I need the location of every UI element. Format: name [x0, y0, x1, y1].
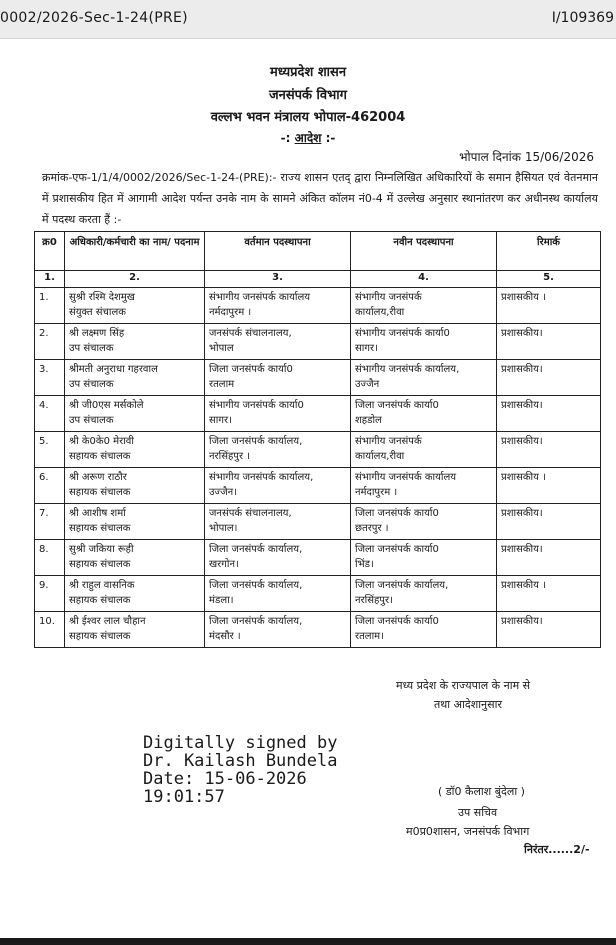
officer-cell — [65, 504, 205, 540]
current-posting-line: रतलाम — [209, 379, 235, 390]
order-heading-prefix: -: — [280, 131, 295, 145]
table-row — [35, 468, 601, 504]
new-posting-cell — [351, 432, 497, 468]
table-header-row — [35, 232, 601, 271]
remark-cell: प्रशासकीय । — [497, 288, 601, 324]
current-posting-cell — [205, 288, 351, 324]
signatory-department: म0प्र0शासन, जनसंपर्क विभाग — [406, 825, 530, 838]
new-posting-line: नरसिंहपुर। — [355, 595, 393, 606]
header-current-posting: वर्तमान पदस्थापना — [205, 232, 351, 271]
current-posting-line: जनसंपर्क संचालनालय, — [209, 328, 292, 339]
new-posting-line: रतलाम। — [355, 631, 384, 642]
officer-name: श्री आशीष शर्मा — [69, 508, 126, 519]
current-posting-line: उज्जैन। — [209, 487, 237, 498]
current-posting-line: जिला जनसंपर्क कार्या0 — [209, 364, 293, 375]
officer-cell — [65, 540, 205, 576]
new-posting-line: सागर। — [355, 343, 378, 354]
order-body-text: क्रमांक-एफ-1/1/4/0002/2026/Sec-1-24-(PRE):- राज्य शासन एतद् द्वारा निम्नलिखित अधिकारियों के समान हैसियत एवं वेतनमान में प्रशासकीय हित में आगामी आदेश पर्यन्त उनके नाम के सामने अंकित कॉलम नं0-4 में उल्लेख अनुसार स्थानांतरण कर अधीनस्थ कार्यालय में पदस्थ करता हैं :- — [42, 171, 598, 226]
current-posting-cell — [205, 504, 351, 540]
table-row — [35, 432, 601, 468]
officer-cell — [65, 396, 205, 432]
column-number-row — [35, 271, 601, 288]
current-posting-cell — [205, 468, 351, 504]
new-posting-line: संभागीय जनसंपर्क कार्यालय, — [355, 364, 460, 375]
officer-name: श्री ईश्वर लाल चौहान — [69, 616, 146, 627]
new-posting-line: कार्यालय,रीवा — [355, 307, 405, 318]
serial-cell: 3. — [35, 360, 65, 396]
new-posting-cell — [351, 360, 497, 396]
new-posting-line: जिला जनसंपर्क कार्या0 — [355, 508, 439, 519]
current-posting-cell — [205, 360, 351, 396]
serial-cell: 1. — [35, 288, 65, 324]
officer-cell — [65, 288, 205, 324]
col-number: 4. — [351, 271, 497, 288]
transfer-table — [34, 231, 601, 648]
page-identifier: I/109369 — [551, 10, 614, 26]
table-row — [35, 324, 601, 360]
current-posting-line: संभागीय जनसंपर्क कार्यालय — [209, 292, 311, 303]
header-serial: क्र0 — [35, 232, 65, 271]
officer-cell — [65, 468, 205, 504]
new-posting-line: संभागीय जनसंपर्क कार्या0 — [355, 328, 450, 339]
current-posting-line: जिला जनसंपर्क कार्यालय, — [209, 580, 303, 591]
serial-cell: 7. — [35, 504, 65, 540]
new-posting-line: नर्मदापुरम । — [355, 487, 398, 498]
current-posting-line: मंदसौर । — [209, 631, 241, 642]
col-number: 3. — [205, 271, 351, 288]
remark-cell: प्रशासकीय । — [497, 576, 601, 612]
current-posting-line: भोपाल। — [209, 523, 238, 534]
current-posting-line: संभागीय जनसंपर्क कार्यालय, — [209, 472, 314, 483]
digital-signature-date: Date: 15-06-2026 — [143, 769, 307, 789]
current-posting-line: संभागीय जनसंपर्क कार्या0 — [209, 400, 304, 411]
table-row — [35, 288, 601, 324]
digital-signature-time: 19:01:57 — [143, 787, 225, 807]
remark-cell: प्रशासकीय। — [497, 432, 601, 468]
new-posting-cell — [351, 504, 497, 540]
current-posting-cell — [205, 540, 351, 576]
officer-cell — [65, 360, 205, 396]
serial-cell: 9. — [35, 576, 65, 612]
col-number: 1. — [35, 271, 65, 288]
current-posting-line: जनसंपर्क संचालनालय, — [209, 508, 292, 519]
order-heading — [0, 129, 616, 146]
new-posting-line: संभागीय जनसंपर्क — [355, 436, 422, 447]
new-posting-cell — [351, 612, 497, 648]
col-number: 5. — [497, 271, 601, 288]
new-posting-cell — [351, 468, 497, 504]
officer-designation: उप संचालक — [69, 343, 114, 354]
officer-name: सुश्री जकिया रूही — [69, 544, 134, 555]
new-posting-cell — [351, 576, 497, 612]
signatory-title: उप सचिव — [458, 806, 498, 819]
new-posting-line: शहडोल — [355, 415, 382, 426]
new-posting-line: जिला जनसंपर्क कार्यालय, — [355, 580, 449, 591]
remark-cell: प्रशासकीय। — [497, 360, 601, 396]
document-toolbar — [0, 0, 616, 39]
new-posting-cell — [351, 324, 497, 360]
header-remark: रिमार्क — [497, 232, 601, 271]
current-posting-line: जिला जनसंपर्क कार्यालय, — [209, 544, 303, 555]
current-posting-line: भोपाल — [209, 343, 234, 354]
officer-cell — [65, 324, 205, 360]
serial-cell: 4. — [35, 396, 65, 432]
serial-cell: 10. — [35, 612, 65, 648]
remark-cell: प्रशासकीय। — [497, 324, 601, 360]
order-word: आदेश — [294, 131, 322, 145]
continued-marker: निरंतर......2/- — [524, 843, 590, 856]
current-posting-line: खरगोन। — [209, 559, 239, 570]
serial-cell: 8. — [35, 540, 65, 576]
table-row — [35, 360, 601, 396]
office-address: वल्लभ भवन मंत्रालय भोपाल-462004 — [210, 110, 406, 125]
officer-designation: सहायक संचालक — [69, 595, 131, 606]
remark-cell: प्रशासकीय। — [497, 612, 601, 648]
current-posting-cell — [205, 324, 351, 360]
current-posting-line: नरसिंहपुर । — [209, 451, 251, 462]
department-name: जनसंपर्क विभाग — [269, 88, 347, 103]
digital-signature-line: Digitally signed by — [143, 733, 338, 753]
remark-cell: प्रशासकीय। — [497, 540, 601, 576]
order-date: भोपाल दिनांक 15/06/2026 — [459, 150, 594, 164]
officer-cell — [65, 612, 205, 648]
order-heading-suffix: :- — [321, 131, 336, 145]
officer-designation: सहायक संचालक — [69, 523, 131, 534]
new-posting-cell — [351, 540, 497, 576]
officer-designation: उप संचालक — [69, 415, 114, 426]
table-row — [35, 576, 601, 612]
new-posting-line: कार्यालय,रीवा — [355, 451, 405, 462]
officer-designation: सहायक संचालक — [69, 487, 131, 498]
table-row — [35, 504, 601, 540]
officer-name: श्रीमती अनुराधा गहरवाल — [69, 364, 158, 375]
officer-name: सुश्री रश्मि देशमुख — [69, 292, 135, 303]
officer-name: श्री जी0एस मर्सकोले — [69, 400, 144, 411]
serial-cell: 5. — [35, 432, 65, 468]
table-row — [35, 612, 601, 648]
new-posting-cell — [351, 288, 497, 324]
header-name: अधिकारी/कर्मचारी का नाम/ पदनाम — [65, 232, 205, 271]
new-posting-line: संभागीय जनसंपर्क कार्यालय — [355, 472, 457, 483]
digital-signature-block — [143, 734, 337, 806]
remark-cell: प्रशासकीय। — [497, 396, 601, 432]
new-posting-cell — [351, 396, 497, 432]
officer-name: श्री लक्ष्मण सिंह — [69, 328, 125, 339]
header-new-posting: नवीन पदस्थापना — [351, 232, 497, 271]
current-posting-cell — [205, 612, 351, 648]
current-posting-cell — [205, 576, 351, 612]
current-posting-line: मंडला। — [209, 595, 234, 606]
new-posting-line: जिला जनसंपर्क कार्या0 — [355, 400, 439, 411]
officer-designation: संयुक्त संचालक — [69, 307, 126, 318]
new-posting-line: जिला जनसंपर्क कार्या0 — [355, 616, 439, 627]
col-number: 2. — [65, 271, 205, 288]
new-posting-line: जिला जनसंपर्क कार्या0 — [355, 544, 439, 555]
new-posting-line: उज्जैन — [355, 379, 380, 390]
bottom-border — [0, 938, 616, 945]
serial-cell: 2. — [35, 324, 65, 360]
officer-name: श्री राहुल वासनिक — [69, 580, 135, 591]
officer-cell — [65, 432, 205, 468]
officer-designation: सहायक संचालक — [69, 559, 131, 570]
serial-cell: 6. — [35, 468, 65, 504]
file-reference: 0002/2026-Sec-1-24(PRE) — [0, 10, 188, 26]
table-row — [35, 396, 601, 432]
officer-designation: सहायक संचालक — [69, 631, 131, 642]
authority-line: तथा आदेशानुसार — [434, 698, 502, 711]
officer-name: श्री अरूण राठौर — [69, 472, 127, 483]
current-posting-line: जिला जनसंपर्क कार्यालय, — [209, 616, 303, 627]
officer-designation: उप संचालक — [69, 379, 114, 390]
new-posting-line: छतरपुर । — [355, 523, 389, 534]
table-row — [35, 540, 601, 576]
current-posting-line: जिला जनसंपर्क कार्यालय, — [209, 436, 303, 447]
remark-cell: प्रशासकीय । — [497, 468, 601, 504]
digital-signature-signer: Dr. Kailash Bundela — [143, 751, 338, 771]
current-posting-cell — [205, 396, 351, 432]
remark-cell: प्रशासकीय। — [497, 504, 601, 540]
officer-name: श्री के0के0 मेरावी — [69, 436, 134, 447]
current-posting-line: नर्मदापुरम । — [209, 307, 252, 318]
authority-line: मध्य प्रदेश के राज्यपाल के नाम से — [396, 679, 531, 692]
signatory-name: ( डॉ0 कैलाश बुंदेला ) — [438, 785, 525, 798]
current-posting-cell — [205, 432, 351, 468]
officer-cell — [65, 576, 205, 612]
new-posting-line: भिंड। — [355, 559, 374, 570]
current-posting-line: सागर। — [209, 415, 232, 426]
officer-designation: सहायक संचालक — [69, 451, 131, 462]
new-posting-line: संभागीय जनसंपर्क — [355, 292, 422, 303]
govt-name: मध्यप्रदेश शासन — [269, 65, 347, 80]
